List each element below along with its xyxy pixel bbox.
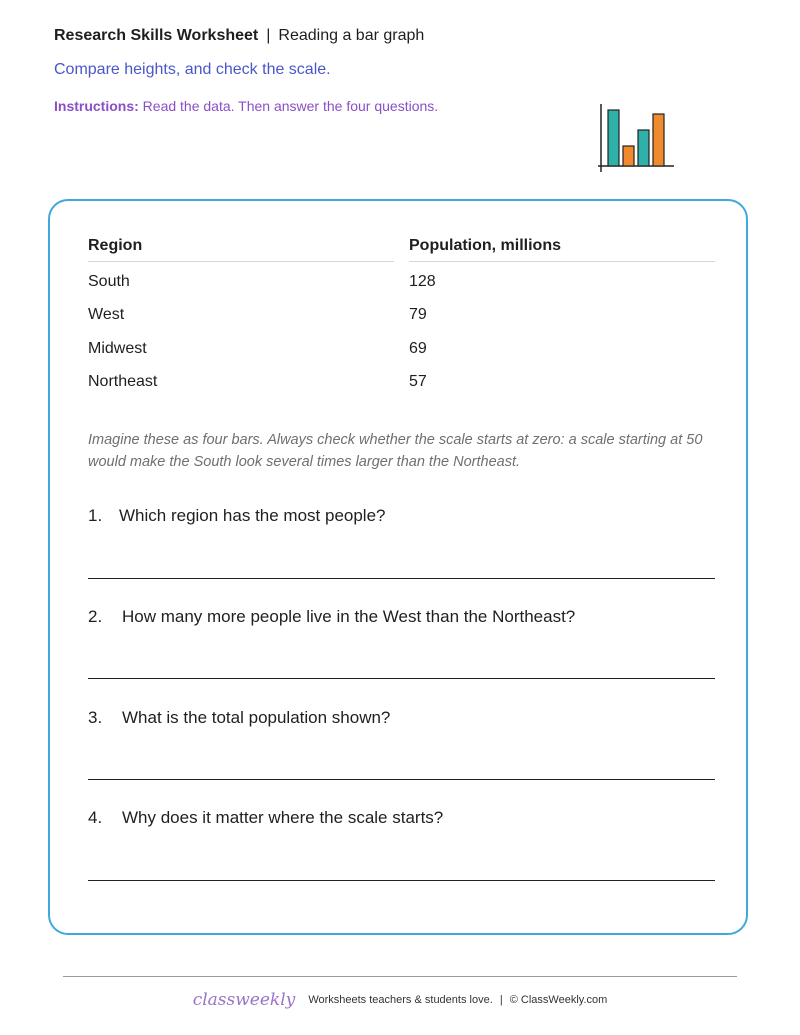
icon-bar-4 xyxy=(653,114,664,166)
column-header-population: Population, millions xyxy=(409,237,715,262)
footer-divider xyxy=(63,976,737,977)
footer-separator: | xyxy=(499,994,503,1006)
scale-note: Imagine these as four bars. Always check whether the scale starts at zero: a scale starting at 50 would make the South look several times larger than the Northeast. xyxy=(88,432,703,470)
footer-copyright: © ClassWeekly.com xyxy=(509,994,608,1006)
question-number: 4. xyxy=(88,808,103,827)
brand-logo: classweekly xyxy=(192,990,296,1010)
question-3 xyxy=(88,708,390,728)
question-text: Why does it matter where the scale starts? xyxy=(122,808,444,827)
population-cell: 69 xyxy=(409,339,427,357)
question-text: Which region has the most people? xyxy=(119,506,386,525)
column-header-region: Region xyxy=(88,237,394,262)
instructions-label: Instructions: xyxy=(54,98,139,114)
worksheet-card xyxy=(48,199,748,935)
table-header-row xyxy=(88,237,715,262)
population-table xyxy=(88,237,715,399)
icon-bar-1 xyxy=(608,110,619,166)
population-cell: 128 xyxy=(409,272,436,290)
question-text: How many more people live in the West than the Northeast? xyxy=(122,607,576,626)
question-number: 2. xyxy=(88,607,103,626)
population-cell: 57 xyxy=(409,373,427,391)
table-row xyxy=(88,299,715,333)
question-1 xyxy=(88,506,386,526)
question-number: 3. xyxy=(88,708,103,727)
table-row xyxy=(88,262,715,299)
region-cell: Midwest xyxy=(88,339,147,357)
icon-bar-2 xyxy=(623,146,634,166)
worksheet-header xyxy=(54,27,424,45)
instructions xyxy=(54,98,438,114)
title-separator: | xyxy=(266,27,271,44)
bar-chart-icon xyxy=(590,100,680,176)
region-cell: South xyxy=(88,272,130,290)
question-4 xyxy=(88,808,443,828)
answer-line-4[interactable] xyxy=(88,880,715,881)
question-text: What is the total population shown? xyxy=(122,708,391,727)
worksheet-title: Research Skills Worksheet xyxy=(54,27,259,44)
region-cell: West xyxy=(88,306,125,324)
answer-line-2[interactable] xyxy=(88,678,715,679)
footer-tagline: Worksheets teachers & students love. xyxy=(308,994,493,1006)
table-row xyxy=(88,366,715,400)
icon-bar-3 xyxy=(638,130,649,166)
worksheet-subtitle: Compare heights, and check the scale. xyxy=(54,61,331,78)
question-number: 1. xyxy=(88,506,103,525)
question-2 xyxy=(88,607,575,627)
worksheet-topic: Reading a bar graph xyxy=(278,27,425,44)
region-cell: Northeast xyxy=(88,373,158,391)
table-row xyxy=(88,332,715,366)
answer-line-1[interactable] xyxy=(88,578,715,579)
population-cell: 79 xyxy=(409,306,427,324)
instructions-text: Read the data. Then answer the four questions. xyxy=(142,98,439,114)
footer xyxy=(0,990,800,1010)
answer-line-3[interactable] xyxy=(88,779,715,780)
